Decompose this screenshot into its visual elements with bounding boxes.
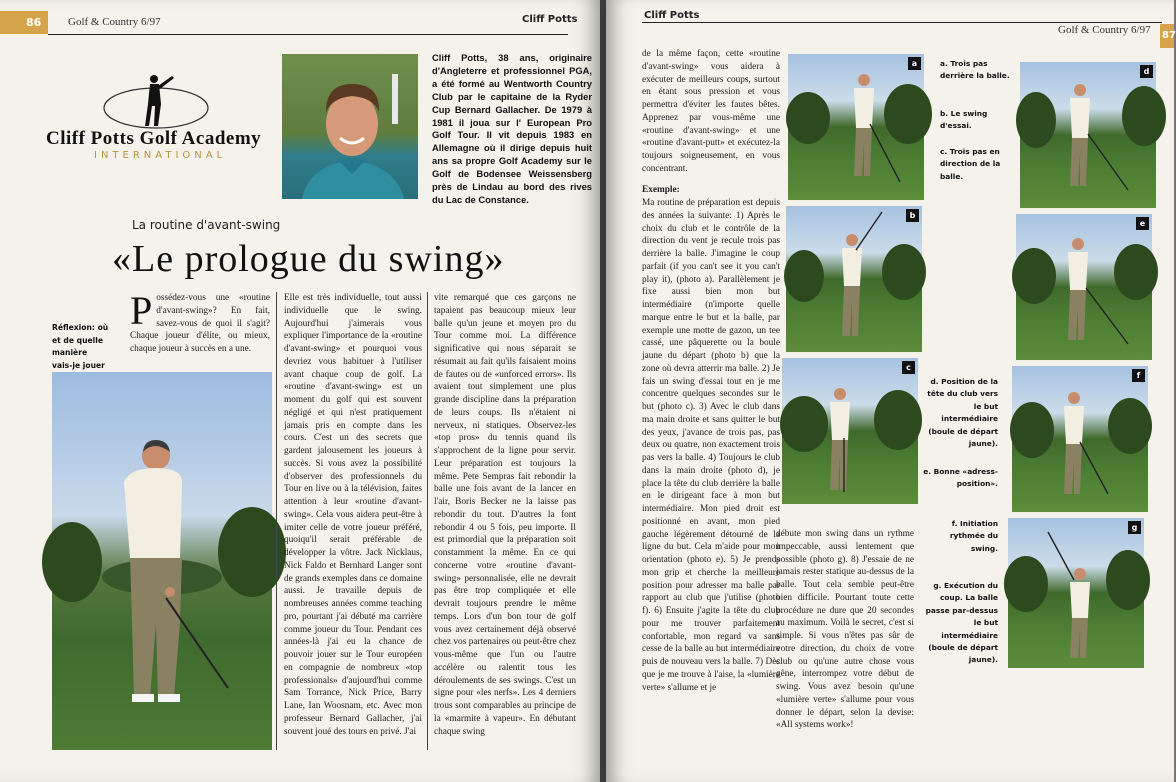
example-title: Exemple: [642,185,680,195]
column-divider-1 [276,292,277,750]
column-divider-2 [427,292,428,750]
photo-e [1016,214,1152,360]
portrait-illustration [282,54,418,199]
caption-d: d. Position de la tête du club vers le but intermédiaire (boule de départ jaune). [927,377,998,449]
article-column-1 [130,288,270,376]
article-kicker: La routine d'avant-swing [132,218,281,232]
right-column-2: débute mon swing dans un rythme impeccable, aussi lentement que possible (photo g). 8) J'essaie de ne jamais rester statique au-dessus de la balle. Tout cela semble peut-être bien difficile. Pourtant toute cette procédure ne dure que 20 secondes au maximum. Voilà le secret, c'est si simple. Si vous n'êtes pas sûr de votre direction, du choix de votre club ou qu'une autre chose vous gêne, interrompez votre début de swing. Vous avez besoin qu'une «lumière verte» s'allume pour vous donner le départ, selon la devise: «All systems work»! [776,529,914,731]
column-1-text: ossédez-vous une «routine d'avant-swing»? En fait, savez-vous de quoi il s'agit? Chaque joueur d'élite, ou mieux, chaque joueur à succès en a une. [130,293,270,354]
golfer-figure-d [1020,62,1156,208]
book-spine [600,0,606,782]
main-photo-caption: Réflexion: où et de quelle manière vais-je jouer [52,323,109,370]
caption-b: b. Le swing d'essai. [940,109,988,131]
right-column-1-intro: de la même façon, cette «routine d'avant-swing» vous aidera à exécuter de meilleurs coups, surtout en étant sous pression et vous permettra d'éviter les fautes bêtes. Apprenez par vous-même une «routine d'avant-swing» et une «routine d'avant-putt» et exécutez-la toujours soigneusement, en vous concentrant. [642,49,780,174]
caption-g: g. Exécution du coup. La balle passe par-dessus le but intermédiaire (boule de départ jaune). [925,581,998,665]
photo-label-c: c [902,361,915,374]
photo-a [788,54,924,200]
photo-label-g: g [1128,521,1141,534]
golfer-figure-f [1012,366,1148,512]
photo-label-d: d [1140,65,1153,78]
right-column-1-body: Ma routine de préparation est depuis des années la suivante: 1) Après le choix du club et le contrôle de la direction du vent je recule trois pas derrière la balle. J'imagine le coup parfait (if you can't see it you can't play it), (photo a). Parallèlement je fixe aussi bien mon but intermédiaire (n'importe quelle marque entre le but et la balle, par exemple une motte de gazon, un tee cassé, une pâquerette ou la boule jaune du départ (photo b) que la zone où devra atterrir ma balle. 2) Je fais un swing d'essai tout en je me concentre quelques secondes sur le but (photo c). 3) Avec le club dans ma main droite et sans quitter le but des yeux, j'avance de trois pas, pas deux ou quatre, non exactement trois pas vers la balle. 4) Toujours le club dans la main droite (photo d), je place la tête du club derrière la balle en le dirigeant face à mon but intermédiaire. Mon pied droit est positionné en avant, mon pied gauche légèrement détourné de la ligne du but. Cela m'aide pour mon orientation (photo e). 5) Je prends mon grip et cherche la meilleure position pour adresser ma balle par rapport au club que j'utilise (photo f). 6) Ensuite j'agite la tête du club pour me trouver parfaitement confortable, mon regard va sans cesse de la balle au but intermédiaire puis de nouveau vers la balle. 7) Dès que je me trouve à l'aise, la «lumière verte» s'allume et je [642,198,780,693]
header-tag-right: Cliff Potts [644,10,700,21]
golfer-logo-icon [46,70,274,130]
photo-g [1008,518,1144,668]
article-headline: «Le prologue du swing» [112,238,505,280]
photo-d [1020,62,1156,208]
photo-label-f: f [1132,369,1145,382]
running-head-left: Golf & Country 6/97 [68,16,161,28]
portrait-photo [282,54,418,199]
caption-e: e. Bonne «adress-position». [923,467,998,489]
photo-label-e: e [1136,217,1149,230]
right-page [606,0,1174,782]
caption-c: c. Trois pas en direction de la balle. [940,147,1001,181]
golfer-figure-a [788,54,924,200]
golfer-figure-e [1016,214,1152,360]
golfer-illustration [52,372,272,750]
photo-c [782,358,918,504]
running-head-right: Golf & Country 6/97 [1058,24,1151,36]
logo-title: Cliff Potts Golf Academy [46,128,262,149]
caption-a: a. Trois pas derrière la balle. [940,59,1010,81]
academy-logo [46,70,274,170]
drop-cap: P [130,288,153,333]
header-rule-right [642,22,1162,23]
header-tag-left: Cliff Potts [522,14,578,25]
photo-label-a: a [908,57,921,70]
golfer-figure-g [1008,518,1144,668]
golfer-figure-c [782,358,918,504]
caption-f: f. Initiation rythmée du swing. [949,519,998,553]
header-rule-left [48,34,568,35]
golfer-figure-b [786,206,922,352]
photo-label-b: b [906,209,919,222]
main-golfer-photo [52,372,272,750]
page-number-left: 86 [0,11,48,34]
photo-b [786,206,922,352]
article-column-2: Elle est très individuelle, tout aussi individuelle que le swing. Aujourd'hui j'aimerais vous expliquer l'importance de la «routine d'avant-swing» et pourquoi vous devriez vous habituer à l'utiliser avant chaque coup de golf. La «routine d'avant-swing» est un moment du golf qui est souvent négligé et qui n'est pratiquement jamais pris en compte dans les cours. C'est un des secrets que gardent jalousement les joueurs à succès. Si vous avez la possibilité d'observer des professionnels du Tour en live ou à la télévision, faites attention à leur «routine d'avant-swing». Cela vous aidera peut-être à imiter celle de votre joueur préféré, quoiqu'il serait préférable de développer la vôtre. Jack Nicklaus, Nick Faldo et Bernhard Langer sont de grands exemples dans ce domaine aussi. Je travaille depuis de nombreuses années comme teaching pro, pourtant j'ai débuté ma carrière comme joueur du Tour. Pendant ces années-là j'ai eu la chance de pouvoir jouer sur le Tour européen en compagnie de nombreux «top professionals» d'aujourd'hui comme Sam Torrance, Nick Price, Barry Lane, Ian Woosnam, etc. Avec mon professeur Bernard Gallacher, j'ai souvent joué des tours en privé. J'ai [284,293,422,737]
page-number-right: 87 [1160,24,1174,48]
logo-subtitle: INTERNATIONAL [94,150,227,161]
author-bio: Cliff Potts, 38 ans, originaire d'Angleterre et professionnel PGA, a été formé au Wentworth Country Club par le capitaine de la Ryder Cup Bernard Gallacher. De 1979 à 1981 il joua sur l' European Pro Golf Tour. Il vit depuis 1983 en Allemagne où il dirige depuis huit ans sa propre Golf Academy sur le Golf de Bodensee Weissensberg près de Lindau au bord des rives du Lac de Constance. [432,52,592,205]
article-column-3: vite remarqué que ces garçons ne tapaient pas beaucoup mieux leur balle qu'un jeune et moyen pro du Tour comme moi. La différence significative qui nous séparait se résumait au fait qu'ils faisaient moins de fautes ou de «unforced errors». Ils avaient tout simplement une plus grande discipline dans la préparation de leurs coups. Ils n'étaient ni nerveux, ni statiques. Observez-les «top pros» du tennis quand ils s'approchent de la ligne pour servir. Leur préparation est toujours la même. Pete Sempras fait rebondir la balle une fois avant de la lancer en l'air, Boris Becker ne la laisse pas rebondir du tout. D'autres la font rebondir 4 ou 5 fois, peu importe. Il est primordial que la préparation soit constamment la même. En ce qui concerne votre «routine d'avant-swing» personnalisée, elle ne devrait pas être trop compliquée et elle devrait toujours prendre le même temps. Lors d'un bon tour de golf vous avez certainement déjà observé chez vos partenaires ou peut-être chez vous-même que l'un ou l'autre accélère ou ralentit tous les déroulements de ses swings. C'est un signe pour «les nerfs». Les 4 derniers trous sont comparables au principe de la «marmite à vapeur». En débutant chaque swing [434,293,576,737]
photo-f [1012,366,1148,512]
